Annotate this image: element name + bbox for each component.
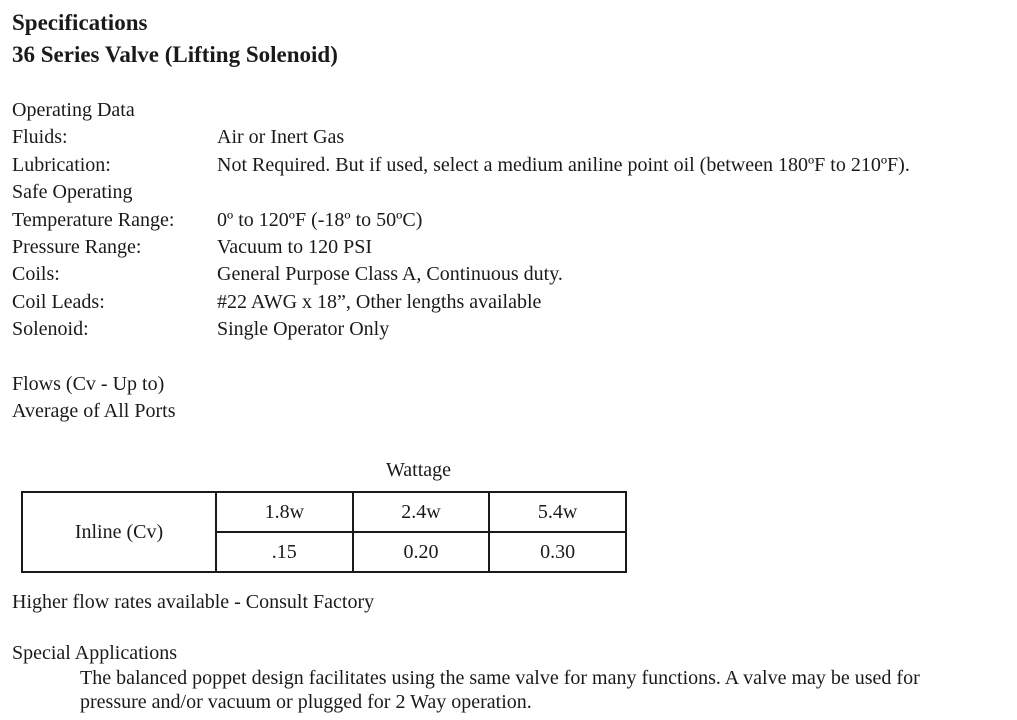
table-row <box>22 492 626 532</box>
cv-value-cell: 0.30 <box>489 532 626 572</box>
spec-value-coils: General Purpose Class A, Continuous duty. <box>217 263 563 285</box>
wattage-cell: 1.8w <box>216 492 353 532</box>
spec-label-safe-operating: Safe Operating <box>12 181 133 203</box>
special-applications-line-1: The balanced poppet design facilitates using the same valve for many functions. A valve may be used for <box>80 667 920 689</box>
spec-label-coil-leads: Coil Leads: <box>12 291 105 313</box>
spec-value-lubrication: Not Required. But if used, select a medium aniline point oil (between 180ºF to 210ºF). <box>217 154 910 176</box>
cv-value-cell: .15 <box>216 532 353 572</box>
cv-value-cell: 0.20 <box>353 532 490 572</box>
spec-label-pressure-range: Pressure Range: <box>12 236 142 258</box>
row-header-inline-cv: Inline (Cv) <box>22 492 216 572</box>
spec-value-coil-leads: #22 AWG x 18”, Other lengths available <box>217 291 542 313</box>
wattage-cell: 5.4w <box>489 492 626 532</box>
special-applications-line-2: pressure and/or vacuum or plugged for 2 Way operation. <box>80 691 532 713</box>
spec-value-temperature-range: 0º to 120ºF (-18º to 50ºC) <box>217 209 423 231</box>
wattage-header: Wattage <box>386 459 452 481</box>
special-applications-heading: Special Applications <box>12 642 177 664</box>
spec-value-pressure-range: Vacuum to 120 PSI <box>217 236 372 258</box>
spec-label-lubrication: Lubrication: <box>12 154 111 176</box>
page-title: Specifications <box>12 10 148 35</box>
spec-label-solenoid: Solenoid: <box>12 318 89 340</box>
flow-note: Higher flow rates available - Consult Factory <box>12 591 375 613</box>
spec-label-temperature-range: Temperature Range: <box>12 209 175 231</box>
flows-heading: Flows (Cv - Up to) <box>12 373 165 395</box>
flows-subheading: Average of All Ports <box>12 400 176 422</box>
spec-value-solenoid: Single Operator Only <box>217 318 390 340</box>
page-subtitle: 36 Series Valve (Lifting Solenoid) <box>12 42 338 67</box>
spec-label-coils: Coils: <box>12 263 60 285</box>
spec-label-fluids: Fluids: <box>12 126 68 148</box>
flow-table <box>21 491 627 573</box>
operating-data-heading: Operating Data <box>12 99 135 121</box>
spec-value-fluids: Air or Inert Gas <box>217 126 345 148</box>
wattage-cell: 2.4w <box>353 492 490 532</box>
